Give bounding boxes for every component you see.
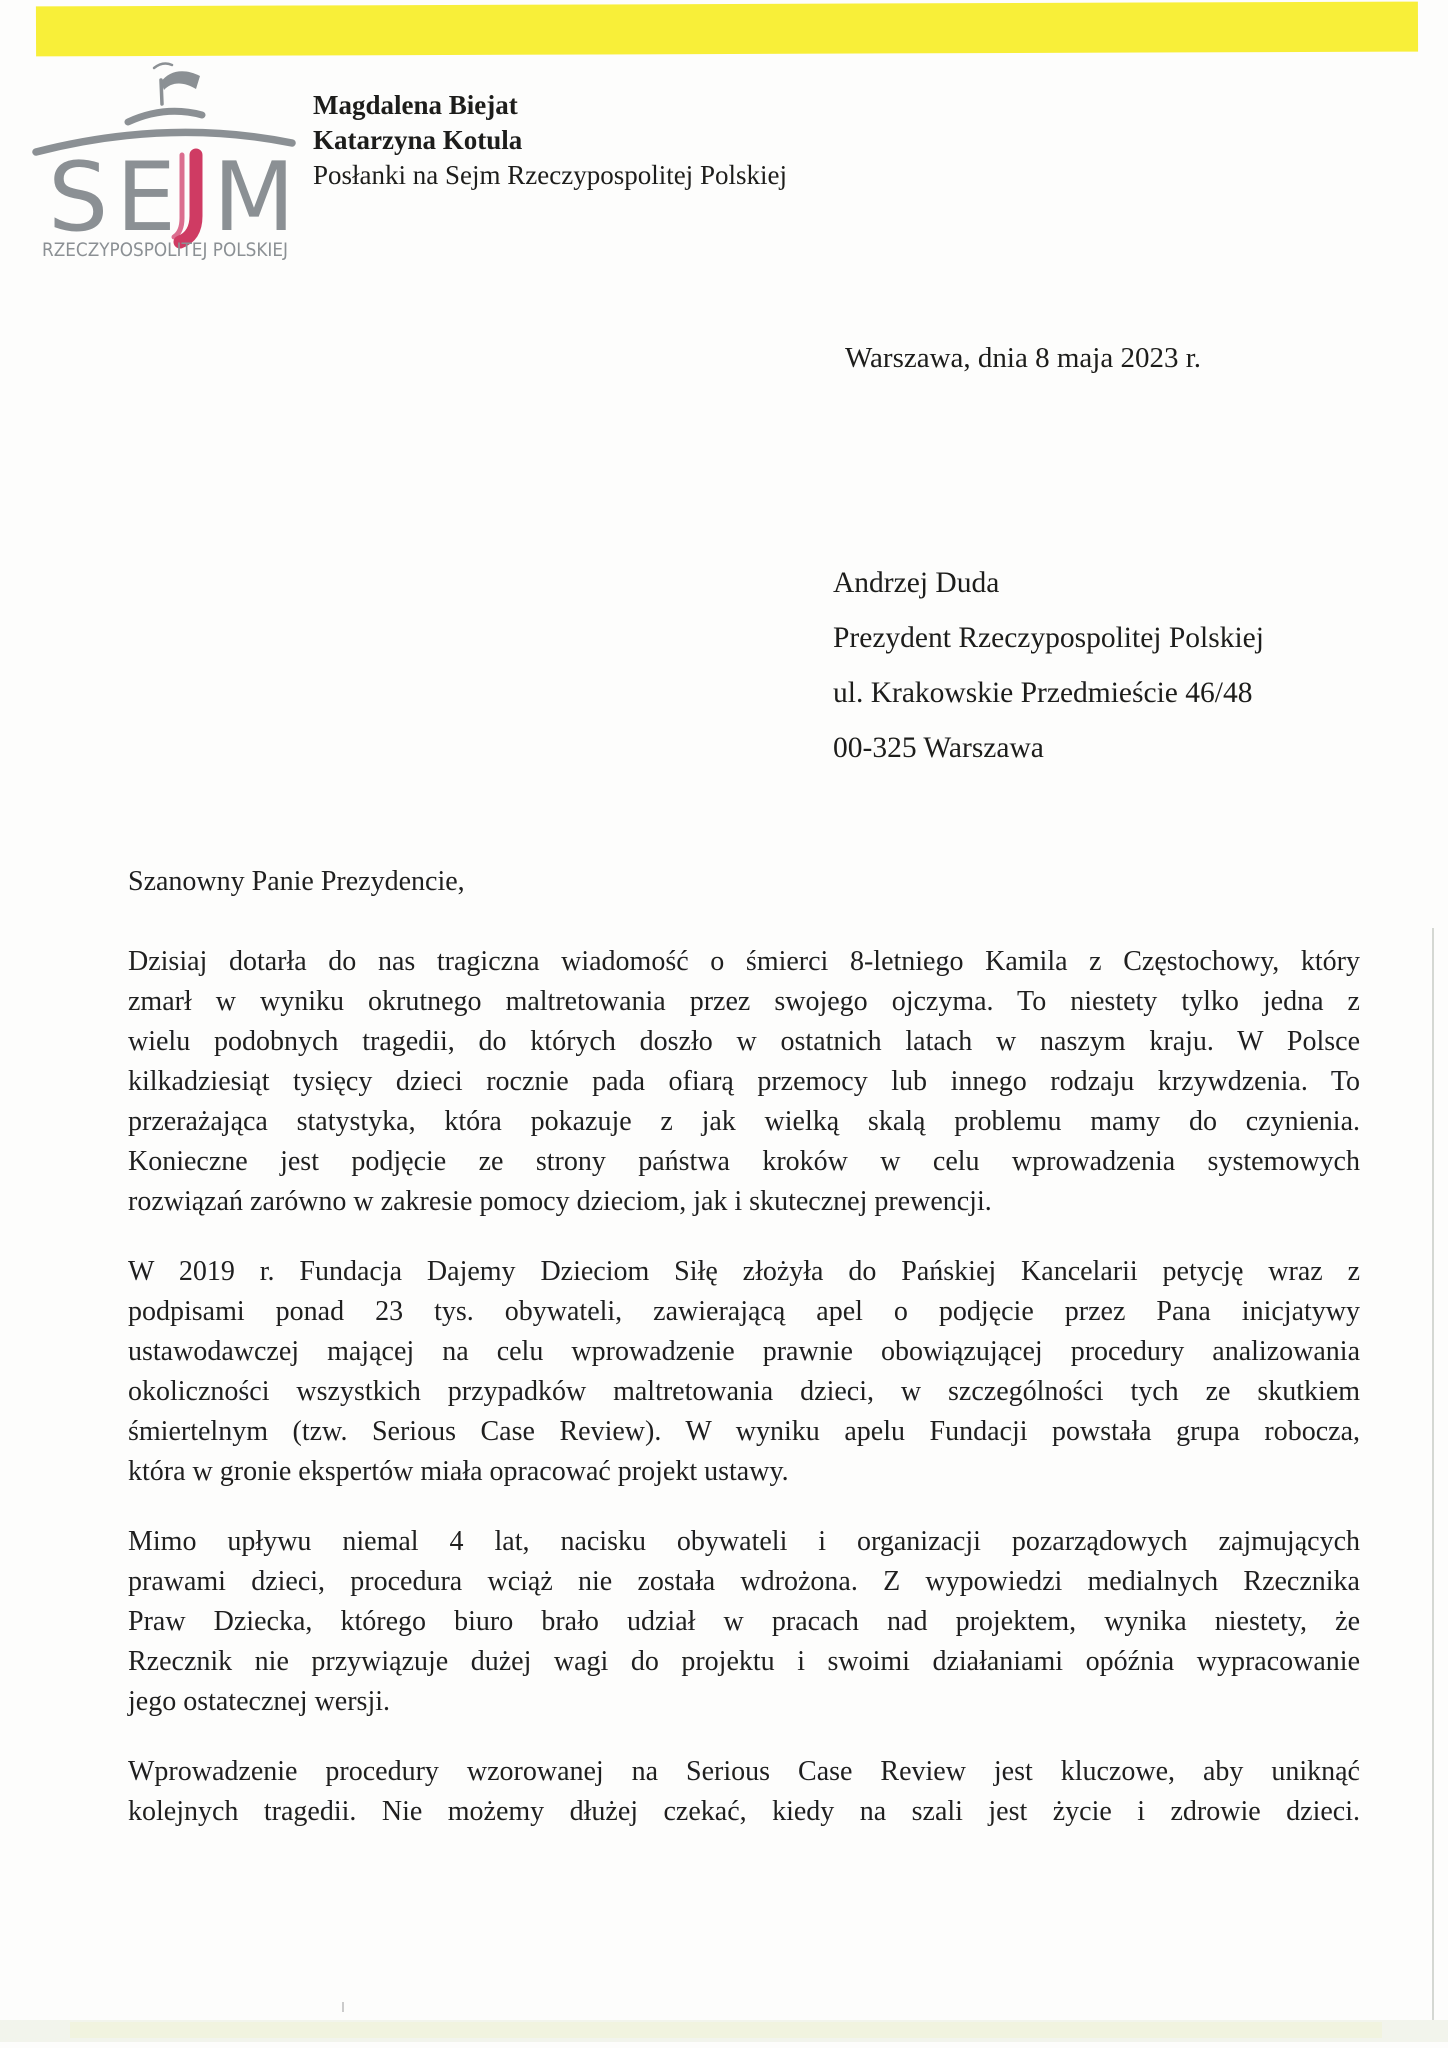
dome-small-arc: [128, 111, 202, 122]
paragraph-4: [128, 1752, 1360, 1832]
body-line: przerażająca statystyka, która pokazuje z jak wielką skalą problemu mamy do czynienia.: [128, 1106, 1360, 1137]
letterhead-name-1: Magdalena Biejat: [313, 90, 518, 120]
body-line: ustawodawczej mającej na celu wprowadzenie prawnie obowiązującej procedury analizowania: [128, 1336, 1360, 1367]
scan-artifact-tick: [342, 2002, 344, 2012]
body-line: Konieczne jest podjęcie ze strony państwa kroków w celu wprowadzenia systemowych: [128, 1146, 1360, 1177]
body-line: która w gronie ekspertów miała opracować projekt ustawy.: [128, 1456, 789, 1487]
body-line: W 2019 r. Fundacja Dajemy Dzieciom Siłę złożyła do Pańskiej Kancelarii petycję wraz z: [128, 1256, 1360, 1287]
body-line: Mimo upływu niemal 4 lat, nacisku obywateli i organizacji pozarządowych zajmujących: [128, 1526, 1360, 1557]
body-line: kolejnych tragedii. Nie możemy dłużej czekać, kiedy na szali jest życie i zdrowie dzieci.: [128, 1796, 1360, 1827]
recipient-city: 00-325 Warszawa: [833, 732, 1044, 764]
body-line: śmiertelnym (tzw. Serious Case Review). W wyniku apelu Fundacji powstała grupa robocza,: [128, 1416, 1360, 1447]
body-line: prawami dzieci, procedura wciąż nie została wdrożona. Z wypowiedzi medialnych Rzecznika: [128, 1566, 1360, 1597]
body-line: Rzecznik nie przywiązuje dużej wagi do projektu i swoimi działaniami opóźnia wypracowanie: [128, 1646, 1360, 1677]
letterhead-role: Posłanki na Sejm Rzeczypospolitej Polskiej: [313, 160, 787, 190]
flag-icon: [154, 64, 200, 104]
letter-body: [128, 862, 1360, 1832]
body-line: jego ostatecznej wersji.: [128, 1686, 391, 1717]
body-line: Dzisiaj dotarła do nas tragiczna wiadomość o śmierci 8-letniego Kamila z Częstochowy, który: [128, 946, 1360, 977]
logo-letter-m: M: [213, 143, 295, 253]
paragraph-2: [128, 1252, 1360, 1492]
letterhead-block: [313, 88, 787, 193]
recipient-name: Andrzej Duda: [833, 567, 1000, 599]
logo-letter-e: E: [116, 143, 177, 253]
recipient-title: Prezydent Rzeczypospolitej Polskiej: [833, 622, 1264, 654]
scan-page-edge-line: [1432, 928, 1434, 2022]
body-line: kilkadziesiąt tysięcy dzieci rocznie pada ofiarą przemocy lub innego rodzaju krzywdzenia. To: [128, 1066, 1360, 1097]
logo-letter-j: [174, 155, 196, 242]
body-line: Wprowadzenie procedury wzorowanej na Serious Case Review jest kluczowe, aby uniknąć: [128, 1756, 1360, 1787]
logo-letter-s: S: [48, 143, 109, 253]
salutation: Szanowny Panie Prezydencie,: [128, 866, 465, 897]
body-line: okoliczności wszystkich przypadków maltretowania dzieci, w szczególności tych ze skutkiem: [128, 1376, 1360, 1407]
body-line: zmarł w wyniku okrutnego maltretowania przez swojego ojczyma. To niestety tylko jedna z: [128, 986, 1360, 1017]
logo-caption: RZECZYPOSPOLITEJ POLSKIEJ: [42, 239, 288, 261]
top-highlight-bar: [36, 2, 1418, 57]
recipient-street: ul. Krakowskie Przedmieście 46/48: [833, 677, 1253, 709]
body-line: rozwiązań zarówno w zakresie pomocy dzieciom, jak i skutecznej prewencji.: [128, 1186, 992, 1217]
paragraph-1: [128, 942, 1360, 1222]
scan-bottom-band-tint: [70, 2022, 1382, 2038]
sejm-logo: [28, 58, 328, 263]
date-line: Warszawa, dnia 8 maja 2023 r.: [845, 342, 1202, 374]
letterhead-name-2: Katarzyna Kotula: [313, 125, 523, 155]
body-line: podpisami ponad 23 tys. obywateli, zawierającą apel o podjęcie przez Pana inicjatywy: [128, 1296, 1360, 1327]
body-line: Praw Dziecka, którego biuro brało udział w pracach nad projektem, wynika niestety, że: [128, 1606, 1360, 1637]
recipient-block: [833, 556, 1264, 776]
paragraph-3: [128, 1522, 1360, 1722]
body-line: wielu podobnych tragedii, do których doszło w ostatnich latach w naszym kraju. W Polsce: [128, 1026, 1360, 1057]
